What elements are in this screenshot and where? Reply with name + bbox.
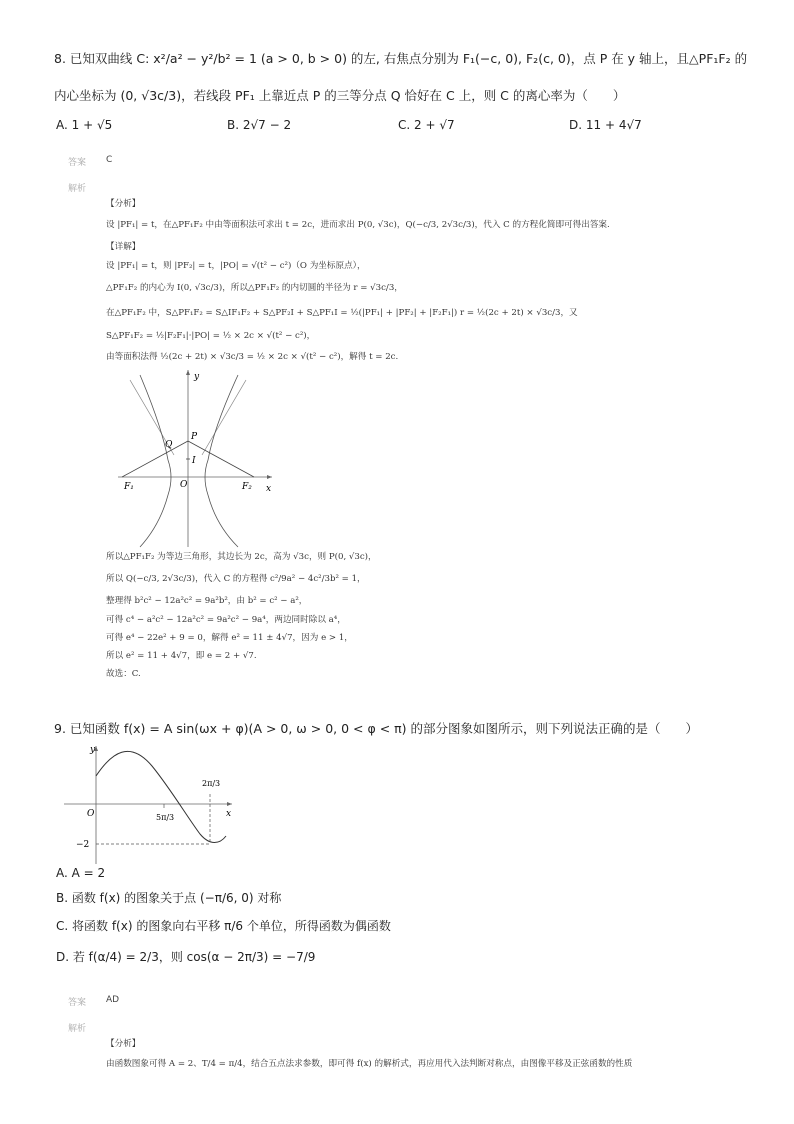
q9-option-b[interactable]: B. 函数 f(x) 的图象关于点 (−π/6, 0) 对称 [56, 891, 282, 905]
diagram-label-f2: F₂ [242, 482, 252, 492]
graph-label-y: y [90, 745, 96, 755]
q8-solution-line-6: 在△PF₁F₂ 中，S△PF₁F₂ = S△IF₁F₂ + S△PF₂I + S△PF₁I = ½(|PF₁| + |PF₂| + |F₂F₁|) r = ½(2c + 2t) × √3c/3，又 [106, 308, 578, 318]
q8-answer-label: 答案 [68, 158, 87, 168]
q8-solution-line-5: △PF₁F₂ 的内心为 I(0, √3c/3)，所以△PF₁F₂ 的内切圆的半径为 r = √3c/3， [106, 283, 403, 293]
q9-option-c[interactable]: C. 将函数 f(x) 的图象向右平移 π/6 个单位，所得函数为偶函数 [56, 919, 391, 933]
q9-solution-line-1: 【分析】 [106, 1039, 141, 1049]
q8-option-c[interactable]: C. 2 + √7 [398, 118, 455, 132]
diagram-label-p: P [191, 432, 198, 442]
q8-solution-line-3: 【详解】 [106, 242, 141, 252]
q8-analysis-label: 解析 [68, 184, 87, 194]
q9-analysis-label: 解析 [68, 1024, 87, 1034]
q8-stem-line1: 8. 已知双曲线 C: x²/a² − y²/b² = 1 (a > 0, b > 0) 的左, 右焦点分别为 F₁(−c, 0), F₂(c, 0)，点 P 在 y 轴上，且△PF₁F₂ 的 [54, 51, 748, 66]
q8-solution-line-15: 故选：C. [106, 669, 141, 679]
q9-solution-line-2: 由函数图象可得 A = 2、T/4 = π/4，结合五点法求参数，即可得 f(x) 的解析式，再应用代入法判断对称点，由图像平移及正弦函数的性质 [106, 1059, 633, 1069]
q8-answer-value: C [106, 155, 113, 165]
q8-solution-line-7: S△PF₁F₂ = ½|F₂F₁|·|PO| = ½ × 2c × √(t² − c²)， [106, 331, 316, 341]
q8-solution-line-8: 由等面积法得 ½(2c + 2t) × √3c/3 = ½ × 2c × √(t² − c²)，解得 t = 2c. [106, 352, 399, 362]
graph-label-neg2: −2 [76, 840, 90, 850]
diagram-label-y: y [194, 372, 200, 382]
q8-solution-line-9: 所以△PF₁F₂ 为等边三角形，其边长为 2c，高为 √3c，则 P(0, √3c)， [106, 552, 377, 562]
diagram-label-x: x [266, 484, 272, 494]
q8-solution-line-13: 可得 e⁴ − 22e² + 9 = 0，解得 e² = 11 ± 4√7，因为 e > 1， [106, 633, 353, 643]
q8-solution-line-1: 【分析】 [106, 199, 141, 209]
graph-label-x: x [226, 809, 232, 819]
q8-solution-line-2: 设 |PF₁| = t，在△PF₁F₂ 中由等面积法可求出 t = 2c，进而求出 P(0, √3c)，Q(−c/3, 2√3c/3)，代入 C 的方程化简即可得出答案. [106, 220, 610, 230]
q8-option-d[interactable]: D. 11 + 4√7 [569, 118, 642, 132]
q8-solution-line-4: 设 |PF₁| = t，则 |PF₂| = t，|PO| = √(t² − c²)（O 为坐标原点）， [106, 261, 366, 271]
graph-tick-2pi3: 2π/3 [202, 779, 221, 788]
q8-option-a[interactable]: A. 1 + √5 [56, 118, 113, 132]
q8-solution-line-14: 所以 e² = 11 + 4√7，即 e = 2 + √7. [106, 651, 257, 661]
diagram-label-q: Q [165, 440, 173, 450]
q9-answer-value: AD [106, 995, 120, 1005]
diagram-label-f1: F₁ [124, 482, 134, 492]
q8-stem-line2: 内心坐标为 (0, √3c/3)，若线段 PF₁ 上靠近点 P 的三等分点 Q 恰好在 C 上，则 C 的离心率为（ ） [54, 88, 626, 103]
q8-solution-line-11: 整理得 b²c² − 12a²c² = 9a²b²，由 b² = c² − a²， [106, 596, 308, 606]
diagram-label-o: O [180, 480, 188, 490]
q8-solution-line-12: 可得 c⁴ − a²c² − 12a²c² = 9a²c² − 9a⁴，两边同时除以 a⁴， [106, 615, 346, 625]
diagram-label-i: I [192, 456, 196, 466]
q9-option-d[interactable]: D. 若 f(α/4) = 2/3，则 cos(α − 2π/3) = −7/9 [56, 950, 316, 964]
graph-tick-5pi3: 5π/3 [156, 813, 175, 822]
graph-label-o: O [87, 809, 95, 819]
q8-option-b[interactable]: B. 2√7 − 2 [227, 118, 292, 132]
q8-solution-line-10: 所以 Q(−c/3, 2√3c/3)，代入 C 的方程得 c²/9a² − 4c²/3b² = 1， [106, 574, 366, 584]
q9-stem: 9. 已知函数 f(x) = A sin(ωx + φ)(A > 0, ω > 0, 0 < φ < π) 的部分图象如图所示，则下列说法正确的是（ ） [54, 721, 699, 736]
q9-answer-label: 答案 [68, 998, 87, 1008]
q9-option-a[interactable]: A. A = 2 [56, 866, 106, 880]
sine-graph [60, 742, 240, 867]
hyperbola-diagram [110, 365, 290, 550]
